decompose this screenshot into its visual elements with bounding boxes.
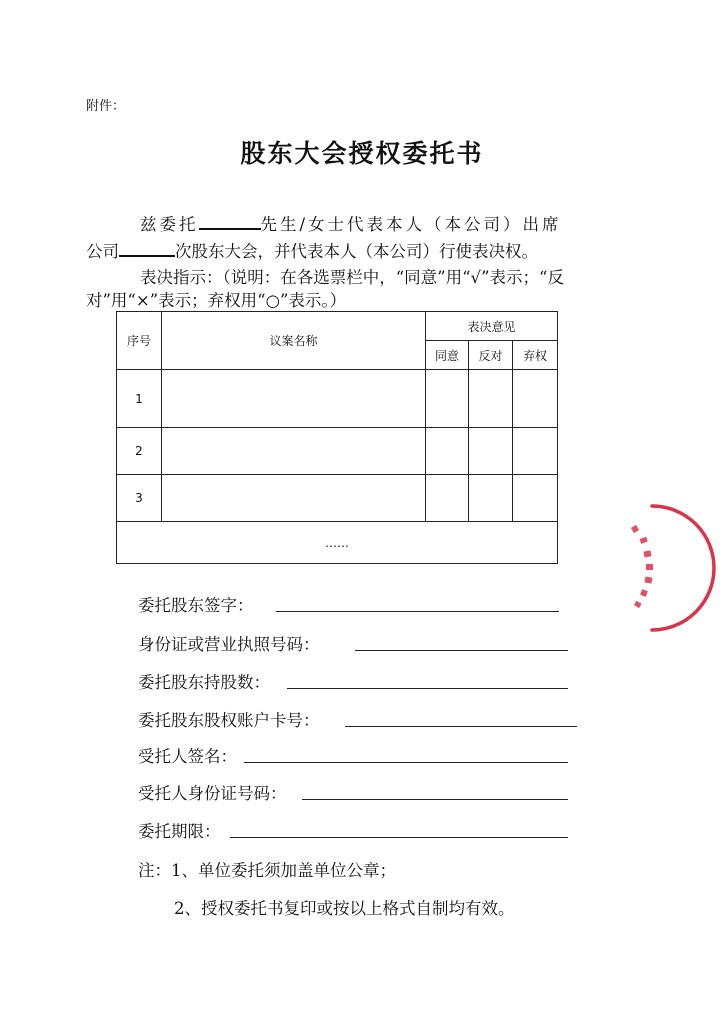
signature-label-account: 委托股东股权账户卡号： [138,711,320,730]
row-abstain-cell[interactable] [513,428,558,475]
signature-line-shares[interactable] [287,688,568,689]
signature-line-id-number[interactable] [355,650,568,651]
instruction-line-2: 对”用“×”表示；弃权用“○”表示。） [86,291,347,310]
signature-label-shareholder: 委托股东签字： [138,596,254,615]
intro-line-2 [86,238,538,265]
row-proposal-cell[interactable] [162,428,426,475]
intro-line1-pre: 兹委托 [140,215,199,234]
row-agree-cell[interactable] [426,370,469,428]
ellipsis-row: …… [117,522,558,564]
instruction-line-1: 表决指示：（说明：在各选票栏中，“同意”用“√”表示；“反 [140,268,564,287]
row-abstain-cell[interactable] [513,475,558,522]
row-agree-cell[interactable] [426,475,469,522]
table-row [117,475,558,522]
intro-line1-post: 先生/女士代表本人（本公司）出席 [260,215,562,234]
table-row [117,428,558,475]
row-seq: 3 [117,475,162,522]
row-oppose-cell[interactable] [469,475,513,522]
voting-table [116,311,558,564]
signature-line-proxy[interactable] [244,762,568,763]
intro-line2-post: 次股东大会，并代表本人（本公司）行使表决权。 [175,242,538,261]
row-proposal-cell[interactable] [162,370,426,428]
note-1: 注：1、单位委托须加盖单位公章； [138,861,396,880]
signature-line-account[interactable] [345,726,577,727]
header-abstain: 弃权 [513,341,558,370]
header-oppose: 反对 [469,341,513,370]
company-seal-stamp [606,502,724,634]
row-seq: 1 [117,370,162,428]
header-seq: 序号 [117,312,162,370]
row-seq: 2 [117,428,162,475]
proxy-name-blank[interactable] [199,212,261,230]
intro-line-1 [140,211,562,238]
header-opinion: 表决意见 [426,312,558,341]
table-row [117,370,558,428]
meeting-number-blank[interactable] [119,239,175,257]
header-agree: 同意 [426,341,469,370]
document-title: 股东大会授权委托书 [240,139,484,168]
note-2: 2、授权委托书复印或按以上格式自制均有效。 [174,899,515,918]
signature-line-proxy-id[interactable] [302,799,568,800]
signature-label-term: 委托期限： [138,822,221,841]
table-row [117,522,558,564]
row-abstain-cell[interactable] [513,370,558,428]
intro-line2-pre: 公司 [86,242,119,261]
row-agree-cell[interactable] [426,428,469,475]
signature-label-id-number: 身份证或营业执照号码： [138,635,320,654]
signature-line-shareholder[interactable] [276,611,559,612]
row-oppose-cell[interactable] [469,370,513,428]
signature-label-proxy-id: 受托人身份证号码： [138,784,287,803]
seal-ring [652,506,714,630]
signature-line-term[interactable] [230,837,568,838]
signature-label-shares: 委托股东持股数： [138,673,270,692]
attachment-label: 附件： [86,99,126,114]
signature-label-proxy: 受托人签名： [138,747,237,766]
row-proposal-cell[interactable] [162,475,426,522]
row-oppose-cell[interactable] [469,428,513,475]
header-proposal-name: 议案名称 [162,312,426,370]
